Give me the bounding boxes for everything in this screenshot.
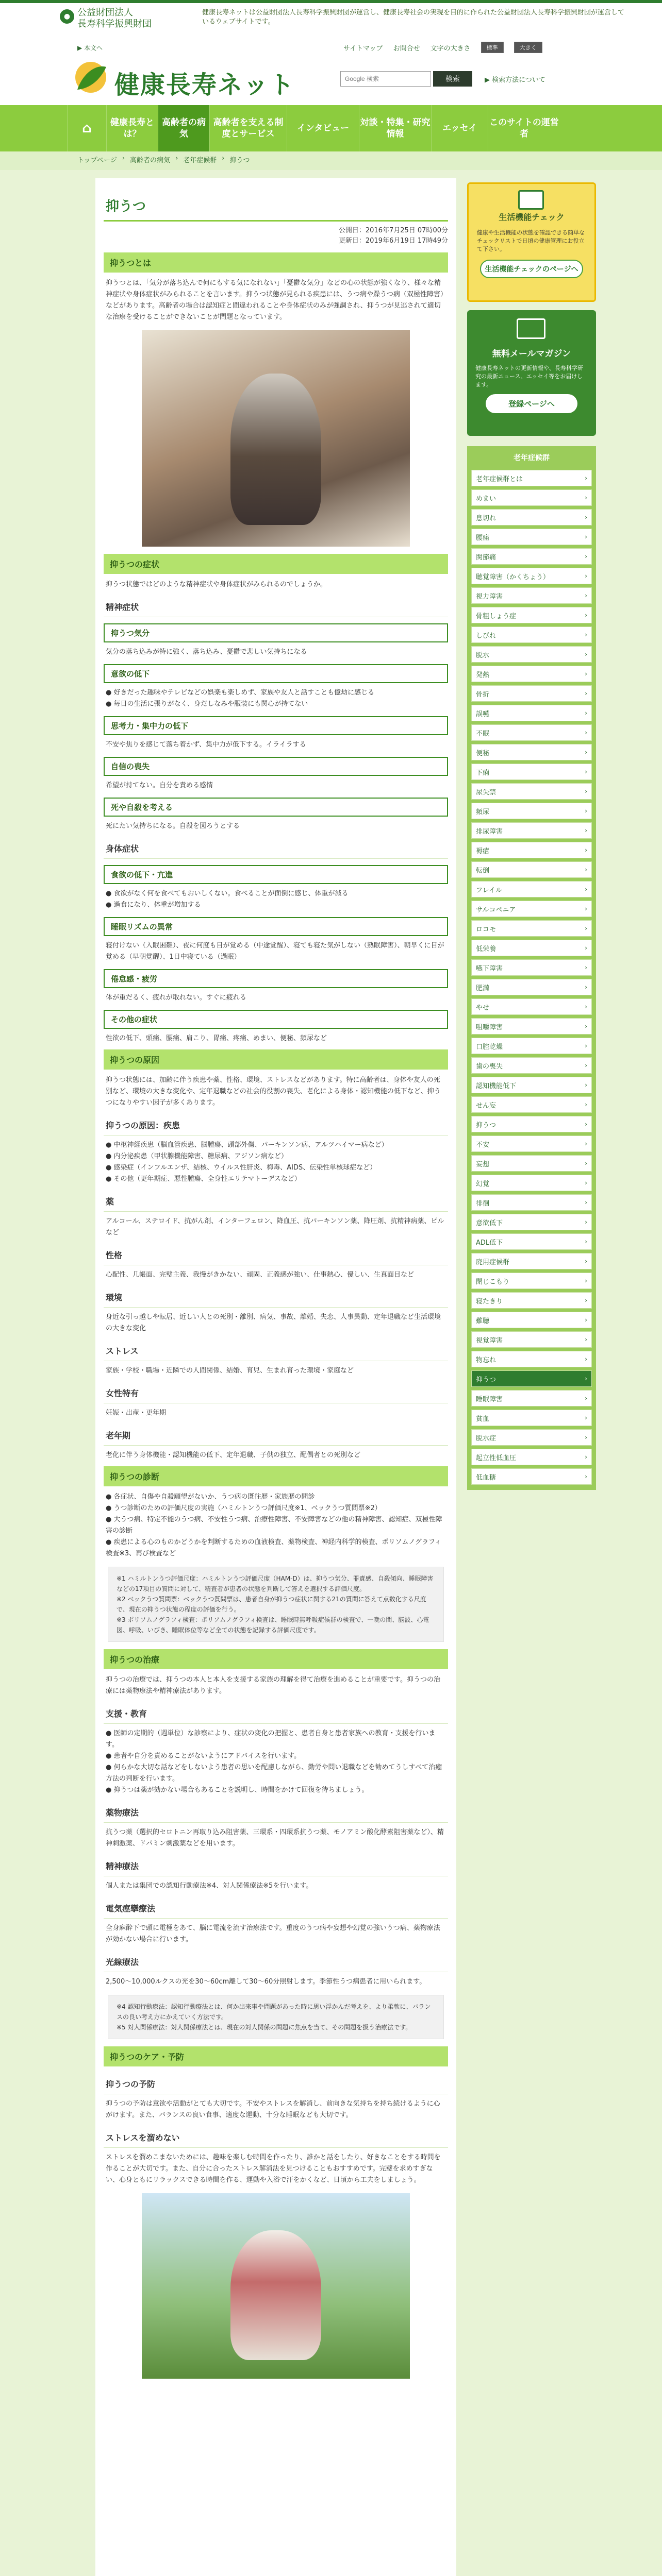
nav-item-about[interactable]: 健康長寿とは？ [106,105,158,151]
list [106,1140,446,1185]
chevron-right-icon: › [585,1160,587,1167]
sidebar-item[interactable] [471,1449,592,1465]
sidebar-item[interactable] [471,881,592,897]
chevron-right-icon: › [585,1140,587,1147]
sidebar-item-label: 排尿障害 [476,827,503,836]
footnote-box [108,1995,444,2039]
sidebar-item[interactable] [471,1057,592,1074]
breadcrumb-item[interactable]: 老年症候群 [183,157,217,164]
subheading: 薬物療法 [104,1800,448,1823]
paragraph: ストレスを溜めこまないためには、趣味を楽しむ時間を作ったり、誰かと話をしたり、好きなことをする時間を作ることが大切です。また、自分に合ったストレス解消法を見つけることもおすすめです。完璧を求めすぎない、心身ともにリラックスできる時間を作る、運動や入浴で汗をかくなど、日頃から工夫をしましょう。 [106,2154,441,2184]
chevron-right-icon: › [585,1277,587,1284]
mail-icon [517,318,545,339]
chevron-right-icon: › [585,1199,587,1206]
sidebar-item-label: 便秘 [476,749,490,757]
sidebar-item-label: 抑うつ [476,1376,496,1384]
banner-text: 健康や生活機能の状態を確認できる簡単なチェックリストで日頃の健康管理にお役立て下さい。 [477,229,585,252]
chevron-right-icon: › [585,827,587,834]
sidebar-item[interactable] [471,470,592,486]
chevron-right-icon: › [585,553,587,560]
chevron-right-icon: › [585,690,587,697]
chevron-right-icon: › [585,1101,587,1108]
paragraph: 抗うつ薬（選択的セロトニン再取り込み阻害薬、三環系・四環系抗うつ薬、モノアミン酸化酵素阻害薬など）、精神刺激薬、ドパミン刺激薬などを用います。 [106,1828,444,1848]
paragraph: 抑うつ状態には、加齢に伴う疾患や薬、性格、環境、ストレスなどがあります。特に高齢者は、身体や友人の死別など、環境の大きな変化や、定年退職などの社会的役割の喪失、老化による身体・認知機能の低下など、抑うつになりやすい因子が多くあります。 [106,1076,441,1107]
top-bar [0,0,662,56]
subheading: ストレス [104,1338,448,1361]
sidebar-item[interactable] [471,626,592,643]
chevron-right-icon: › [585,651,587,658]
sidebar-item-label: せん妄 [476,1101,496,1110]
org-line1: 公益財団法人 [77,7,133,18]
sidebar-item[interactable] [471,1136,592,1152]
paragraph: 2,500〜10,000ルクスの光を30〜60cm離して30〜60分照射します。季節性うつ病患者に用いられます。 [106,1978,426,1986]
paragraph: 抑うつの予防は意欲や活動がとても大切です。不安やストレスを解消し、前向きな気持ちを持ち続けるように心がけます。また、バランスの良い食事、適度な運動、十分な睡眠なども大切です。 [106,2100,440,2119]
site-name: 健康長寿ネット [114,71,295,99]
chevron-right-icon: › [585,1042,587,1049]
section-heading: 抑うつとは [104,252,448,273]
sidebar-item[interactable] [471,724,592,741]
sidebar-item-label: 息切れ [476,514,496,522]
org-line2: 長寿科学振興財団 [77,19,152,29]
subheading: 薬 [104,1189,448,1212]
lifestyle-check-button[interactable]: 生活機能チェックのページへ [480,260,583,278]
sidebar-item[interactable] [471,1018,592,1035]
sidebar-item-label: 骨粗しょう症 [476,612,517,620]
subheading: ストレスを溜めない [104,2125,448,2148]
sidebar-item[interactable] [471,529,592,545]
list-item: ● 医師の定期的（週単位）な診察により、症状の変化の把握と、患者自身と患者家族への教育・支援を行います。 [106,1728,446,1751]
sidebar-item[interactable] [471,1253,592,1269]
list [106,687,446,710]
footnote-box [108,1567,444,1642]
subheading: 身体症状 [104,836,448,859]
symptom-heading: 意欲の低下 [104,664,448,683]
lifestyle-check-banner[interactable] [467,182,596,302]
paragraph: 身近な引っ越しや転居、近しい人との死別・離別、病気、事故、離婚、失恋、人事異動、定年退職など生活環境の大きな変化 [106,1313,441,1332]
sidebar-menu [467,446,596,1490]
list-item: ● 疾患による心のものかどうかを判断するための血液検査、薬物検査、神経内科学的検査、ポリソムノグラフィ検査※3、再び検査など [106,1537,446,1560]
subheading: 環境 [104,1285,448,1308]
sidebar-item-label: 視力障害 [476,592,503,601]
paragraph: 抑うつとは、「気分が落ち込んで何にもする気になれない」「憂鬱な気分」などの心の状態が強くなり、様々な精神症状や身体症状がみられることを言います。抑うつ状態が見られる疾患には、うつ病や躁うつ病（双極性障害）などがあります。高齢者の場合は認知症と間違われることや身体症状のみが強調され、抑うつが見逃されて適切な治療を受けることができないことが問題となっています。 [106,279,444,321]
sidebar-item-label: 脱水症 [476,1434,496,1443]
sidebar-item[interactable] [471,1096,592,1113]
chevron-right-icon: › [585,1238,587,1245]
sidebar-item-label: 視覚障害 [476,1336,503,1345]
sidebar-item-label: 不安 [476,1141,490,1149]
sidebar-item[interactable] [471,607,592,623]
sidebar-item-label: しびれ [476,632,496,640]
fontsize-large-button[interactable]: 大きく [514,42,542,53]
sidebar-item[interactable] [471,548,592,565]
sidebar-item[interactable] [471,1038,592,1054]
chevron-right-icon: › [585,1297,587,1304]
chevron-right-icon: › [585,670,587,677]
list-item: ● 抑うつは薬が効かない場合もあることを説明し、時間をかけて回復を待ちましょう。 [106,1785,446,1796]
nav-item-diseases[interactable]: 高齢者の病気 [158,105,209,151]
nav-item-essay[interactable]: エッセイ [431,105,488,151]
org-name[interactable] [63,7,152,30]
subheading: 性格 [104,1243,448,1265]
list [106,1492,446,1560]
sidebar-item[interactable] [471,1214,592,1230]
home-icon[interactable]: ⌂ [67,105,106,151]
sidebar-item-label: 徘徊 [476,1199,490,1208]
breadcrumb-item[interactable]: 高齢者の病気 [130,157,171,164]
paragraph: 寝付けない（入眠困難）、夜に何度も目が覚める（中途覚醒）、寝ても寝た気がしない（熟眠障害）、朝早くに目が覚める（早朝覚醒）、1日中寝ている（過眠） [106,942,444,961]
sidebar-item[interactable] [471,666,592,682]
symptom-heading: 死や自殺を考える [104,798,448,817]
paragraph: 老化に伴う身体機能・認知機能の低下、定年退職、子供の独立、配偶者との死別など [106,1451,361,1459]
search-bar [340,71,545,87]
global-nav [0,105,662,151]
list-item: ● 各症状、自傷や自殺願望がないか、うつ病の既往歴・家族歴の問診 [106,1492,446,1503]
sidebar-item[interactable] [471,959,592,976]
sidebar-item[interactable] [471,979,592,995]
symptom-heading: 食欲の低下・亢進 [104,865,448,884]
sidebar-item[interactable] [471,568,592,584]
chevron-right-icon: › [585,964,587,971]
chevron-right-icon: › [585,1414,587,1421]
org-logo-icon: ● [60,9,74,24]
contact-link[interactable]: お問合せ [393,44,420,53]
fontsize-label: 文字の大きさ [430,44,471,53]
footnote: ※2 ベックうつ質問票：ベックうつ質問票は、患者自身が抑うつ症状に関する21の質問に答えて点数化する尺度で、現在の抑うつ状態の程度の評価を行う。 [117,1596,426,1613]
chevron-right-icon: › [585,1218,587,1226]
sidebar-item-label: 睡眠障害 [476,1395,503,1403]
chevron-right-icon: › [585,807,587,815]
sidebar-item-label: 低栄養 [476,945,496,953]
list-item: ● うつ診断のための評価尺度の実施（ハミルトンうつ評価尺度※1、ベックうつ質問票※2） [106,1503,446,1514]
sidebar-item[interactable] [471,764,592,780]
list [106,888,446,911]
sidebar-item-label: 低血糖 [476,1473,496,1482]
chevron-right-icon: › [585,944,587,952]
paragraph: 家族・学校・職場・近隣での人間関係、結婚、育児、生まれ育った環境・家庭など [106,1367,354,1375]
chevron-right-icon: › [585,1336,587,1343]
sidebar-item-label: 歯の喪失 [476,1062,503,1071]
paragraph: アルコール、ステロイド、抗がん剤、インターフェロン、降血圧、抗パーキンソン薬、降圧剤、抗精神病薬、ピルなど [106,1217,444,1236]
sidebar-item-label: フレイル [476,886,502,894]
sidebar-item[interactable] [471,1468,592,1485]
banner-text: 健康長寿ネットの更新情報や、長寿科学研究の最新ニュース、エッセイ等をお届けします。 [475,365,583,388]
section-heading: 抑うつのケア・予防 [104,2046,448,2066]
paragraph: 抑うつ状態ではどのような精神症状や身体症状がみられるのでしょうか。 [106,581,327,588]
chevron-right-icon: › [585,1081,587,1089]
paragraph: 不安や焦りを感じて落ち着かず、集中力が低下する。イライラする [106,741,306,749]
banner-title: 生活機能チェック [499,212,565,222]
site-logo[interactable] [72,56,309,105]
sidebar-item[interactable] [471,1429,592,1446]
chevron-right-icon: › [585,631,587,638]
sidebar-item-label: 認知機能低下 [476,1082,517,1090]
breadcrumb-bar [0,151,662,170]
chevron-right-icon: › [585,846,587,854]
sidebar-item-label: 嚥下障害 [476,964,503,973]
footnote: ※1 ハミルトンうつ評価尺度：ハミルトンうつ評価尺度（HAM-D）は、抑うつ気分、罪責感、自殺傾向、睡眠障害などの17項目の質問に対して、精査者が患者の状態を判断して答えを選択する評価尺度。 [117,1575,434,1592]
chevron-right-icon: › [585,1258,587,1265]
sidebar-item[interactable] [471,842,592,858]
paragraph: 死にたい気持ちになる。自殺を図ろうとする [106,822,240,830]
sidebar-item[interactable] [471,587,592,604]
list-item: ● 食欲がなく何を食べてもおいしくない。食べることが面倒に感じ、体重が減る [106,888,446,900]
sidebar-item[interactable] [471,998,592,1015]
sidebar-item-label: サルコペニア [476,906,516,914]
sidebar-item[interactable] [471,1292,592,1309]
footnote: ※4 認知行動療法：認知行動療法とは、何か出来事や問題があった時に思い浮かんだ考えを、より柔軟に、バランスの良い考え方にかえていく方法です。 [117,2003,431,2021]
chevron-right-icon: › [585,1355,587,1363]
chevron-right-icon: › [585,1453,587,1461]
sidebar-item-label: めまい [476,495,496,503]
paragraph: 性欲の低下、頭痛、腰痛、肩こり、胃痛、疼痛、めまい、便秘、頻尿など [106,1035,327,1042]
sidebar-item-label: 聴覚障害（かくちょう） [476,573,550,581]
sidebar-item[interactable] [471,1233,592,1250]
nav-item-services[interactable]: 高齢者を支える制度とサービス [209,105,287,151]
sidebar-item-label: 関節痛 [476,553,496,562]
sidebar-item[interactable] [471,1351,592,1367]
subheading: 抑うつの原因：疾患 [104,1113,448,1136]
chevron-right-icon: › [585,905,587,912]
sidebar-item-label: 褥瘡 [476,847,490,855]
nav-item-operator[interactable]: このサイトの運営者 [488,105,560,151]
sidebar-item[interactable] [471,1175,592,1191]
chevron-right-icon: › [585,729,587,736]
list-item: ● 感染症（インフルエンザ、結核、ウイルス性肝炎、梅毒、AIDS、伝染性単核球症など） [106,1162,446,1174]
chevron-right-icon: › [585,1395,587,1402]
sidebar-item[interactable] [471,744,592,760]
chevron-right-icon: › [585,1062,587,1069]
sidebar-item[interactable] [471,685,592,702]
elderly-woman-walking-photo [142,2193,410,2379]
sidebar-item[interactable] [471,1312,592,1328]
footnote: ※5 対人関係療法：対人関係療法とは、現在の対人関係の問題に焦点を当て、その問題を扱う治療法です。 [117,2024,412,2031]
sidebar-item-label: ロコモ [476,925,496,934]
list-item: ● その他（更年期症、悪性腫瘍、全身性エリテマトーデスなど） [106,1174,446,1185]
chevron-right-icon: › [585,866,587,873]
breadcrumb: トップページ › 高齢者の病気 › 老年症候群 › 抑うつ [77,155,250,164]
symptom-heading: その他の症状 [104,1010,448,1029]
sidebar-item-label: 誤嚥 [476,710,490,718]
symptom-heading: 抑うつ気分 [104,623,448,642]
chevron-right-icon: › [585,494,587,501]
subheading: 抑うつの予防 [104,2072,448,2094]
chevron-right-icon: › [585,1003,587,1010]
sidebar-item-label: 寝たきり [476,1297,503,1306]
sidebar-item-label: 貧血 [476,1415,490,1423]
sidebar-item-label: 発熱 [476,671,490,679]
nav-item-interview[interactable]: インタビュー [287,105,359,151]
sidebar-item-label: 幻覚 [476,1180,490,1188]
sidebar-heading: 老年症候群 [514,454,550,462]
sitemap-link[interactable]: サイトマップ [343,44,383,53]
sidebar-item[interactable] [471,1390,592,1406]
sidebar-item-label: 廃用症候群 [476,1258,510,1266]
chevron-right-icon: › [585,612,587,619]
sidebar-item[interactable] [471,1155,592,1172]
sidebar-item-label: 咀嚼障害 [476,1023,503,1031]
breadcrumb-item[interactable]: トップページ [77,157,117,164]
subheading: 支援・教育 [104,1701,448,1724]
sidebar-item-label: 起立性低血圧 [476,1454,517,1462]
sidebar-item-label: ADL低下 [476,1239,503,1247]
sidebar-item-label: 閉じこもり [476,1278,510,1286]
sidebar-item-label: 骨折 [476,690,490,699]
skip-link[interactable]: ▶ 本文へ [77,44,103,52]
search-button[interactable]: 検索 [433,71,472,87]
sidebar-item-label: 脱水 [476,651,490,659]
page-title: 抑うつ [104,187,448,222]
sidebar-item[interactable] [471,861,592,878]
sidebar-item[interactable] [471,705,592,721]
sidebar-item[interactable] [471,783,592,800]
updated-date: 更新日：2019年6月19日 17時49分 [338,237,448,245]
sidebar-item[interactable] [471,1194,592,1211]
sidebar-item[interactable] [471,1273,592,1289]
sidebar-item[interactable] [471,646,592,663]
sidebar-item-label: 妄想 [476,1160,490,1168]
utility-links [343,42,542,53]
chevron-right-icon: › [585,1316,587,1324]
nav-item-special[interactable]: 対談・特集・研究情報 [359,105,431,151]
chevron-right-icon: › [585,1434,587,1441]
sidebar-item[interactable] [471,940,592,956]
paragraph: 個人または集団での認知行動療法※4、対人関係療法※5を行います。 [106,1882,313,1890]
paragraph: 全身麻酔下で頭に電極をあて、脳に電流を流す治療法です。重度のうつ病や妄想や幻覚の強いうつ病、薬物療法が効かない場合に行います。 [106,1924,440,1943]
paragraph: 体が重だるく、疲れが取れない。すぐに疲れる [106,994,246,1002]
search-help-link[interactable]: ▶ 検索方法について [485,76,545,84]
chevron-right-icon: › [585,709,587,717]
subheading: 女性特有 [104,1381,448,1403]
subheading: 精神症状 [104,595,448,617]
list-item: ● 何らかな大切な話などをしないよう患者の思いを配慮しながら、勤労や問い退職などを勧めてうしすべて治癒方法の判断を行います。 [106,1762,446,1785]
article [95,178,456,2576]
sidebar-item[interactable] [471,1410,592,1426]
chevron-right-icon: › [585,1023,587,1030]
subheading: 精神療法 [104,1854,448,1876]
chevron-right-icon: › [585,1179,587,1187]
banner-title: 無料メールマガジン [492,349,571,359]
subheading: 電気痙攣療法 [104,1896,448,1919]
sidebar-item-label: 物忘れ [476,1356,496,1364]
sidebar-item-label: 転倒 [476,867,490,875]
search-input[interactable] [340,71,431,87]
list-item: ● 中枢神経疾患（脳血管疾患、脳腫瘍、頭部外傷、パーキンソン病、アルツハイマー病など） [106,1140,446,1151]
sidebar-item[interactable] [471,901,592,917]
chevron-right-icon: › [585,572,587,580]
sidebar-item-label: 抑うつ [476,1121,496,1129]
chevron-right-icon: › [585,788,587,795]
sidebar-item[interactable] [471,1370,592,1387]
subheading: 老年期 [104,1423,448,1446]
subheading: 光線療法 [104,1950,448,1972]
sidebar-item-label: 尿失禁 [476,788,496,796]
dates [104,226,448,246]
list-item: ● 大うつ病、特定不能のうつ病、不安性うつ病、治療性障害、不安障害などの他の精神障害、認知症、双極性障害の診断 [106,1514,446,1537]
list-item: ● 好きだった趣味やテレビなどの娯楽も楽しめず、家族や友人と話すことも億劫に感じる [106,687,446,699]
section-heading: 抑うつの原因 [104,1049,448,1070]
list-item: ● 過食になり、体重が増加する [106,900,446,911]
sidebar-item[interactable] [471,509,592,526]
chevron-right-icon: › [585,749,587,756]
paragraph: 妊娠・出産・更年期 [106,1409,167,1417]
sidebar-item[interactable] [471,1116,592,1132]
sidebar-item-label: 腰痛 [476,534,490,542]
list-item: ● 内分泌疾患（甲状腺機能障害、糖尿病、アジソン病など） [106,1151,446,1162]
chevron-right-icon: › [585,984,587,991]
section-heading: 抑うつの診断 [104,1466,448,1486]
chevron-right-icon: › [585,474,587,482]
paragraph: 心配性、几帳面、完璧主義、我慢がきかない、頑固、正義感が強い、仕事熱心、優しい、生真面目など [106,1271,415,1279]
fontsize-standard-button[interactable]: 標準 [481,42,504,53]
sidebar-item[interactable] [471,489,592,506]
newsletter-banner[interactable] [467,310,596,436]
sidebar-item-label: 下痢 [476,769,490,777]
sidebar-item[interactable] [471,920,592,937]
sidebar-item-label: やせ [476,1004,490,1012]
chevron-right-icon: › [585,768,587,775]
site-header [0,0,662,105]
sidebar-item-label: 口腔乾燥 [476,1043,503,1051]
section-heading: 抑うつの治療 [104,1649,448,1669]
sidebar-item-label: 肥満 [476,984,490,992]
sidebar-item[interactable] [471,822,592,839]
sidebar-item[interactable] [471,1077,592,1093]
sidebar [467,178,596,1490]
checklist-icon [518,190,544,210]
chevron-right-icon: › [585,886,587,893]
list [106,1728,446,1796]
sidebar-item[interactable] [471,1331,592,1348]
paragraph: 気分の落ち込みが特に強く、落ち込み、憂鬱で悲しい気持ちになる [106,648,307,656]
sidebar-item-label: 難聴 [476,1317,490,1325]
chevron-right-icon: › [585,1375,587,1382]
site-intro: 健康長寿ネットは公益財団法人長寿科学振興財団が運営し、健康長寿社会の実現を目的に作られた公益財団法人長寿科学振興財団が運営しているウェブサイトです。 [202,9,625,26]
sidebar-item-label: 頻尿 [476,808,490,816]
chevron-right-icon: › [585,592,587,599]
symptom-heading: 倦怠感・疲労 [104,969,448,988]
sidebar-item[interactable] [471,803,592,819]
sidebar-item-label: 意欲低下 [476,1219,503,1227]
symptom-heading: 自信の喪失 [104,757,448,776]
list-item: ● 患者や自分を責めることがないようにアドバイスを行います。 [106,1751,446,1762]
footnote: ※3 ポリソムノグラフィ検査：ポリソムノグラフィ検査は、睡眠時無呼吸症候群の検査で、一晩の間、脳波、心電図、呼吸、いびき、睡眠体位等など全ての状態を記録する評価尺度です。 [117,1616,429,1634]
chevron-right-icon: › [585,514,587,521]
chevron-right-icon: › [585,533,587,540]
chevron-right-icon: › [585,1121,587,1128]
section-heading: 抑うつの症状 [104,554,448,574]
symptom-heading: 思考力・集中力の低下 [104,716,448,735]
depressed-man-photo [142,330,410,547]
sidebar-item-label: 老年症候群とは [476,475,523,483]
sidebar-item-label: 不眠 [476,730,490,738]
list-item: ● 毎日の生活に張りがなく、身だしなみや服装にも関心が持てない [106,699,446,710]
published-date: 公開日：2016年7月25日 07時00分 [338,227,448,234]
leaf-logo-icon [72,59,109,96]
symptom-heading: 睡眠リズムの異常 [104,917,448,936]
chevron-right-icon: › [585,925,587,932]
paragraph: 抑うつの治療では、抑うつの本人と本人を支援する家族の理解を得て治療を進めることが重要です。抑うつの治療には薬物療法や精神療法があります。 [106,1676,440,1695]
chevron-right-icon: › [585,1473,587,1480]
register-button[interactable]: 登録ページへ [486,394,577,413]
breadcrumb-current: 抑うつ [229,157,250,164]
paragraph: 希望が持てない。自分を責める感情 [106,782,213,789]
